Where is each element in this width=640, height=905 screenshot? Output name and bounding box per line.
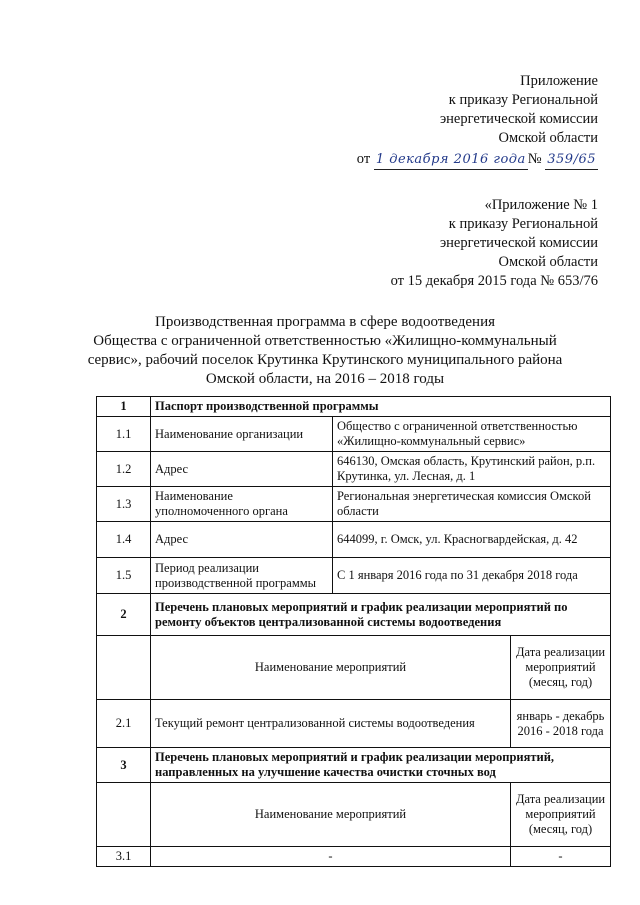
empty-cell [97, 636, 151, 700]
order-date-line [357, 150, 598, 170]
event-name: Текущий ремонт централизованной системы водоотведения [151, 700, 511, 748]
event-date: - [511, 847, 611, 867]
row-number: 3.1 [97, 847, 151, 867]
section-number: 3 [97, 748, 151, 783]
header-line: энергетической комиссии [439, 235, 598, 251]
section-title: Паспорт производственной программы [151, 397, 611, 417]
column-header-row [97, 636, 611, 700]
row-number: 1.2 [97, 452, 151, 487]
title-line: сервис», рабочий поселок Крутинка Крутинского муниципального района [87, 352, 563, 368]
title-line: Общества с ограниченной ответственностью «Жилищно-коммунальный [93, 333, 557, 349]
row-label: Период реализации производственной программы [151, 558, 333, 594]
column-header-date: Дата реализации мероприятий (месяц, год) [511, 636, 611, 700]
previous-appendix-header [391, 196, 598, 291]
row-value: 646130, Омская область, Крутинский район, р.п. Крутинка, ул. Лесная, д. 1 [333, 452, 611, 487]
header-line: к приказу Региональной [448, 92, 598, 108]
header-line: энергетической комиссии [439, 111, 598, 127]
date-prefix: от [356, 151, 371, 167]
handwritten-number: 359/65 [545, 150, 598, 170]
row-number: 1.1 [97, 417, 151, 452]
column-header-date: Дата реализации мероприятий (месяц, год) [511, 783, 611, 847]
section-3-header [97, 748, 611, 783]
handwritten-date: 1 декабря 2016 года [374, 150, 528, 170]
title-line: Производственная программа в сфере водоотведения [154, 314, 495, 330]
table-row [97, 522, 611, 558]
row-number: 1.4 [97, 522, 151, 558]
document-title [40, 313, 610, 389]
event-date: январь - декабрь 2016 - 2018 года [511, 700, 611, 748]
table-row [97, 847, 611, 867]
program-table [96, 396, 611, 867]
row-number: 1.3 [97, 487, 151, 522]
row-value: Общество с ограниченной ответственностью «Жилищно-коммунальный сервис» [333, 417, 611, 452]
row-label: Адрес [151, 522, 333, 558]
table-row [97, 487, 611, 522]
title-line: Омской области, на 2016 – 2018 годы [205, 371, 445, 387]
number-sign: № [527, 151, 542, 167]
section-1-header [97, 397, 611, 417]
row-value: 644099, г. Омск, ул. Красногвардейская, д. 42 [333, 522, 611, 558]
column-header-name: Наименование мероприятий [151, 636, 511, 700]
row-label: Адрес [151, 452, 333, 487]
header-line: к приказу Региональной [448, 216, 598, 232]
section-title: Перечень плановых мероприятий и график реализации мероприятий по ремонту объектов централизованной системы водоотведения [151, 594, 611, 636]
table-row [97, 700, 611, 748]
header-line: Приложение [520, 73, 598, 89]
row-value: С 1 января 2016 года по 31 декабря 2018 года [333, 558, 611, 594]
row-label: Наименование уполномоченного органа [151, 487, 333, 522]
column-header-name: Наименование мероприятий [151, 783, 511, 847]
column-header-row [97, 783, 611, 847]
header-line: от 15 декабря 2015 года № 653/76 [390, 273, 598, 289]
appendix-header [357, 72, 598, 170]
section-number: 2 [97, 594, 151, 636]
empty-cell [97, 783, 151, 847]
table-row [97, 417, 611, 452]
row-number: 1.5 [97, 558, 151, 594]
header-line: «Приложение № 1 [484, 197, 598, 213]
row-number: 2.1 [97, 700, 151, 748]
row-label: Наименование организации [151, 417, 333, 452]
header-line: Омской области [498, 130, 598, 146]
table-row [97, 558, 611, 594]
section-title: Перечень плановых мероприятий и график реализации мероприятий, направленных на улучшение качества очистки сточных вод [151, 748, 611, 783]
row-value: Региональная энергетическая комиссия Омской области [333, 487, 611, 522]
table-row [97, 452, 611, 487]
section-2-header [97, 594, 611, 636]
section-number: 1 [97, 397, 151, 417]
header-line: Омской области [498, 254, 598, 270]
event-name: - [151, 847, 511, 867]
